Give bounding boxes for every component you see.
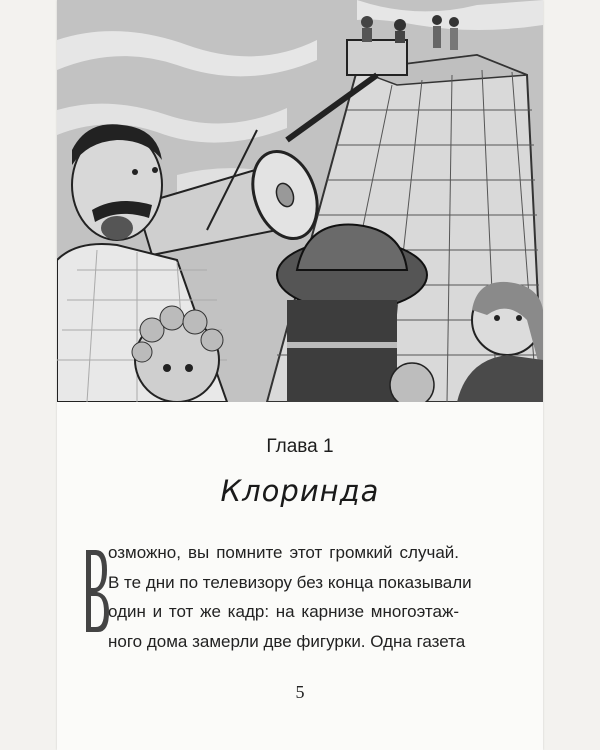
text-line: ного дома замерли две фигурки. Одна газета [108, 631, 466, 651]
illustration-art [57, 0, 543, 402]
chapter-number: Глава 1 [266, 436, 334, 457]
chapter-title: Клоринда [220, 474, 380, 508]
chapter-body-text [84, 538, 472, 656]
chapter-illustration [57, 0, 543, 402]
page-number: 5 [295, 682, 305, 702]
text-line: В те дни по телевизору без конца показывали [108, 572, 472, 592]
text-line: озможно, вы помните этот громкий случай. [108, 543, 459, 562]
text-line: один и тот же кадр: на карнизе многоэтаж- [108, 602, 459, 621]
